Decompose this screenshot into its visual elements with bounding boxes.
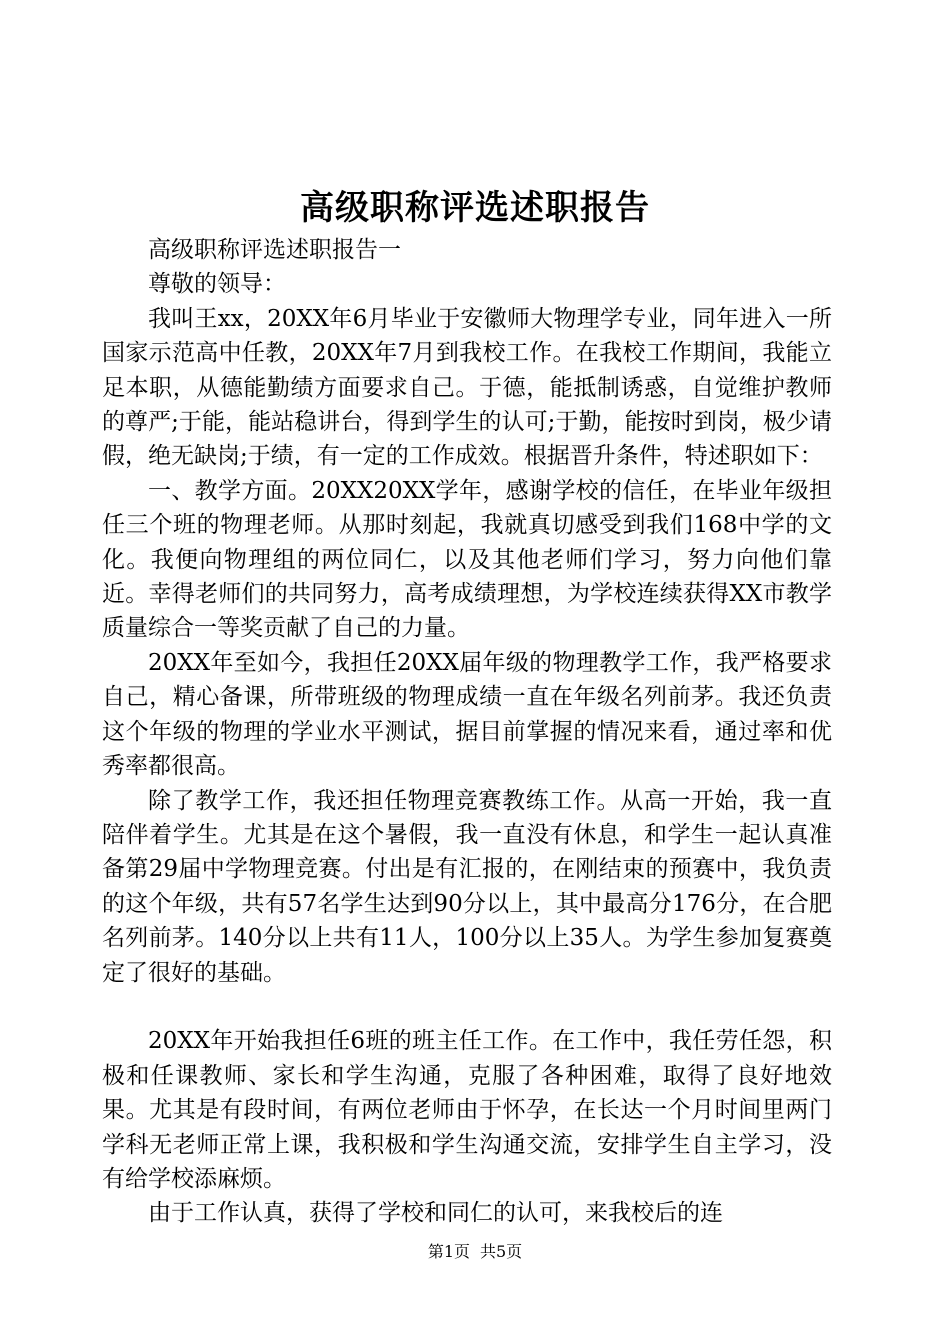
document-body [102,233,832,1231]
paragraph-competition: 除了教学工作，我还担任物理竞赛教练工作。从高一开始，我一直陪伴着学生。尤其是在这个暑假，我一直没有休息，和学生一起认真准备第29届中学物理竞赛。付出是有汇报的，在刚结束的预赛中，我负责的这个年级，共有57名学生达到90分以上，其中最高分176分，在合肥名列前茅。140分以上共有11人，100分以上35人。为学生参加复赛奠定了很好的基础。 [102,787,832,986]
paragraph-class-teacher: 20XX年开始我担任6班的班主任工作。在工作中，我任劳任怨，积极和任课教师、家长和学生沟通，克服了各种困难，取得了良好地效果。尤其是有段时间，有两位老师由于怀孕，在长达一个月时间里两门学科无老师正常上课，我积极和学生沟通交流，安排学生自主学习，没有给学校添麻烦。 [102,1028,832,1192]
paragraph-subtitle: 高级职称评选述职报告一 [148,237,401,263]
page-number: 第1页 [427,1242,470,1261]
paragraph-recognition: 由于工作认真，获得了学校和同仁的认可，来我校后的连 [148,1200,723,1227]
document-title: 高级职称评选述职报告 [300,188,650,228]
paragraph-blank [102,990,832,1024]
paragraph-teaching: 一、教学方面。20XX20XX学年，感谢学校的信任，在毕业年级担任三个班的物理老师。从那时刻起，我就真切感受到我们168中学的文化。我便向物理组的两位同仁，以及其他老师们学习，努力向他们靠近。幸得老师们的共同努力，高考成绩理想，为学校连续获得XX市教学质量综合一等奖贡献了自己的力量。 [102,477,832,642]
page-footer [0,1240,950,1264]
paragraph-current-teaching: 20XX年至如今，我担任20XX届年级的物理教学工作，我严格要求自己，精心备课，所带班级的物理成绩一直在年级名列前茅。我还负责这个年级的物理的学业水平测试，据目前掌握的情况来看，通过率和优秀率都很高。 [102,649,832,780]
page-total: 共5页 [480,1242,523,1261]
paragraph-salutation: 尊敬的领导： [148,271,286,298]
paragraph-introduction: 我叫王xx，20XX年6月毕业于安徽师大物理学专业，同年进入一所国家示范高中任教，20XX年7月到我校工作。在我校工作期间，我能立足本职，从德能勤绩方面要求自己。于德，能抵制诱惑，自觉维护教师的尊严;于能，能站稳讲台，得到学生的认可;于勤，能按时到岗，极少请假，绝无缺岗;于绩，有一定的工作成效。根据晋升条件，特述职如下： [102,305,832,470]
